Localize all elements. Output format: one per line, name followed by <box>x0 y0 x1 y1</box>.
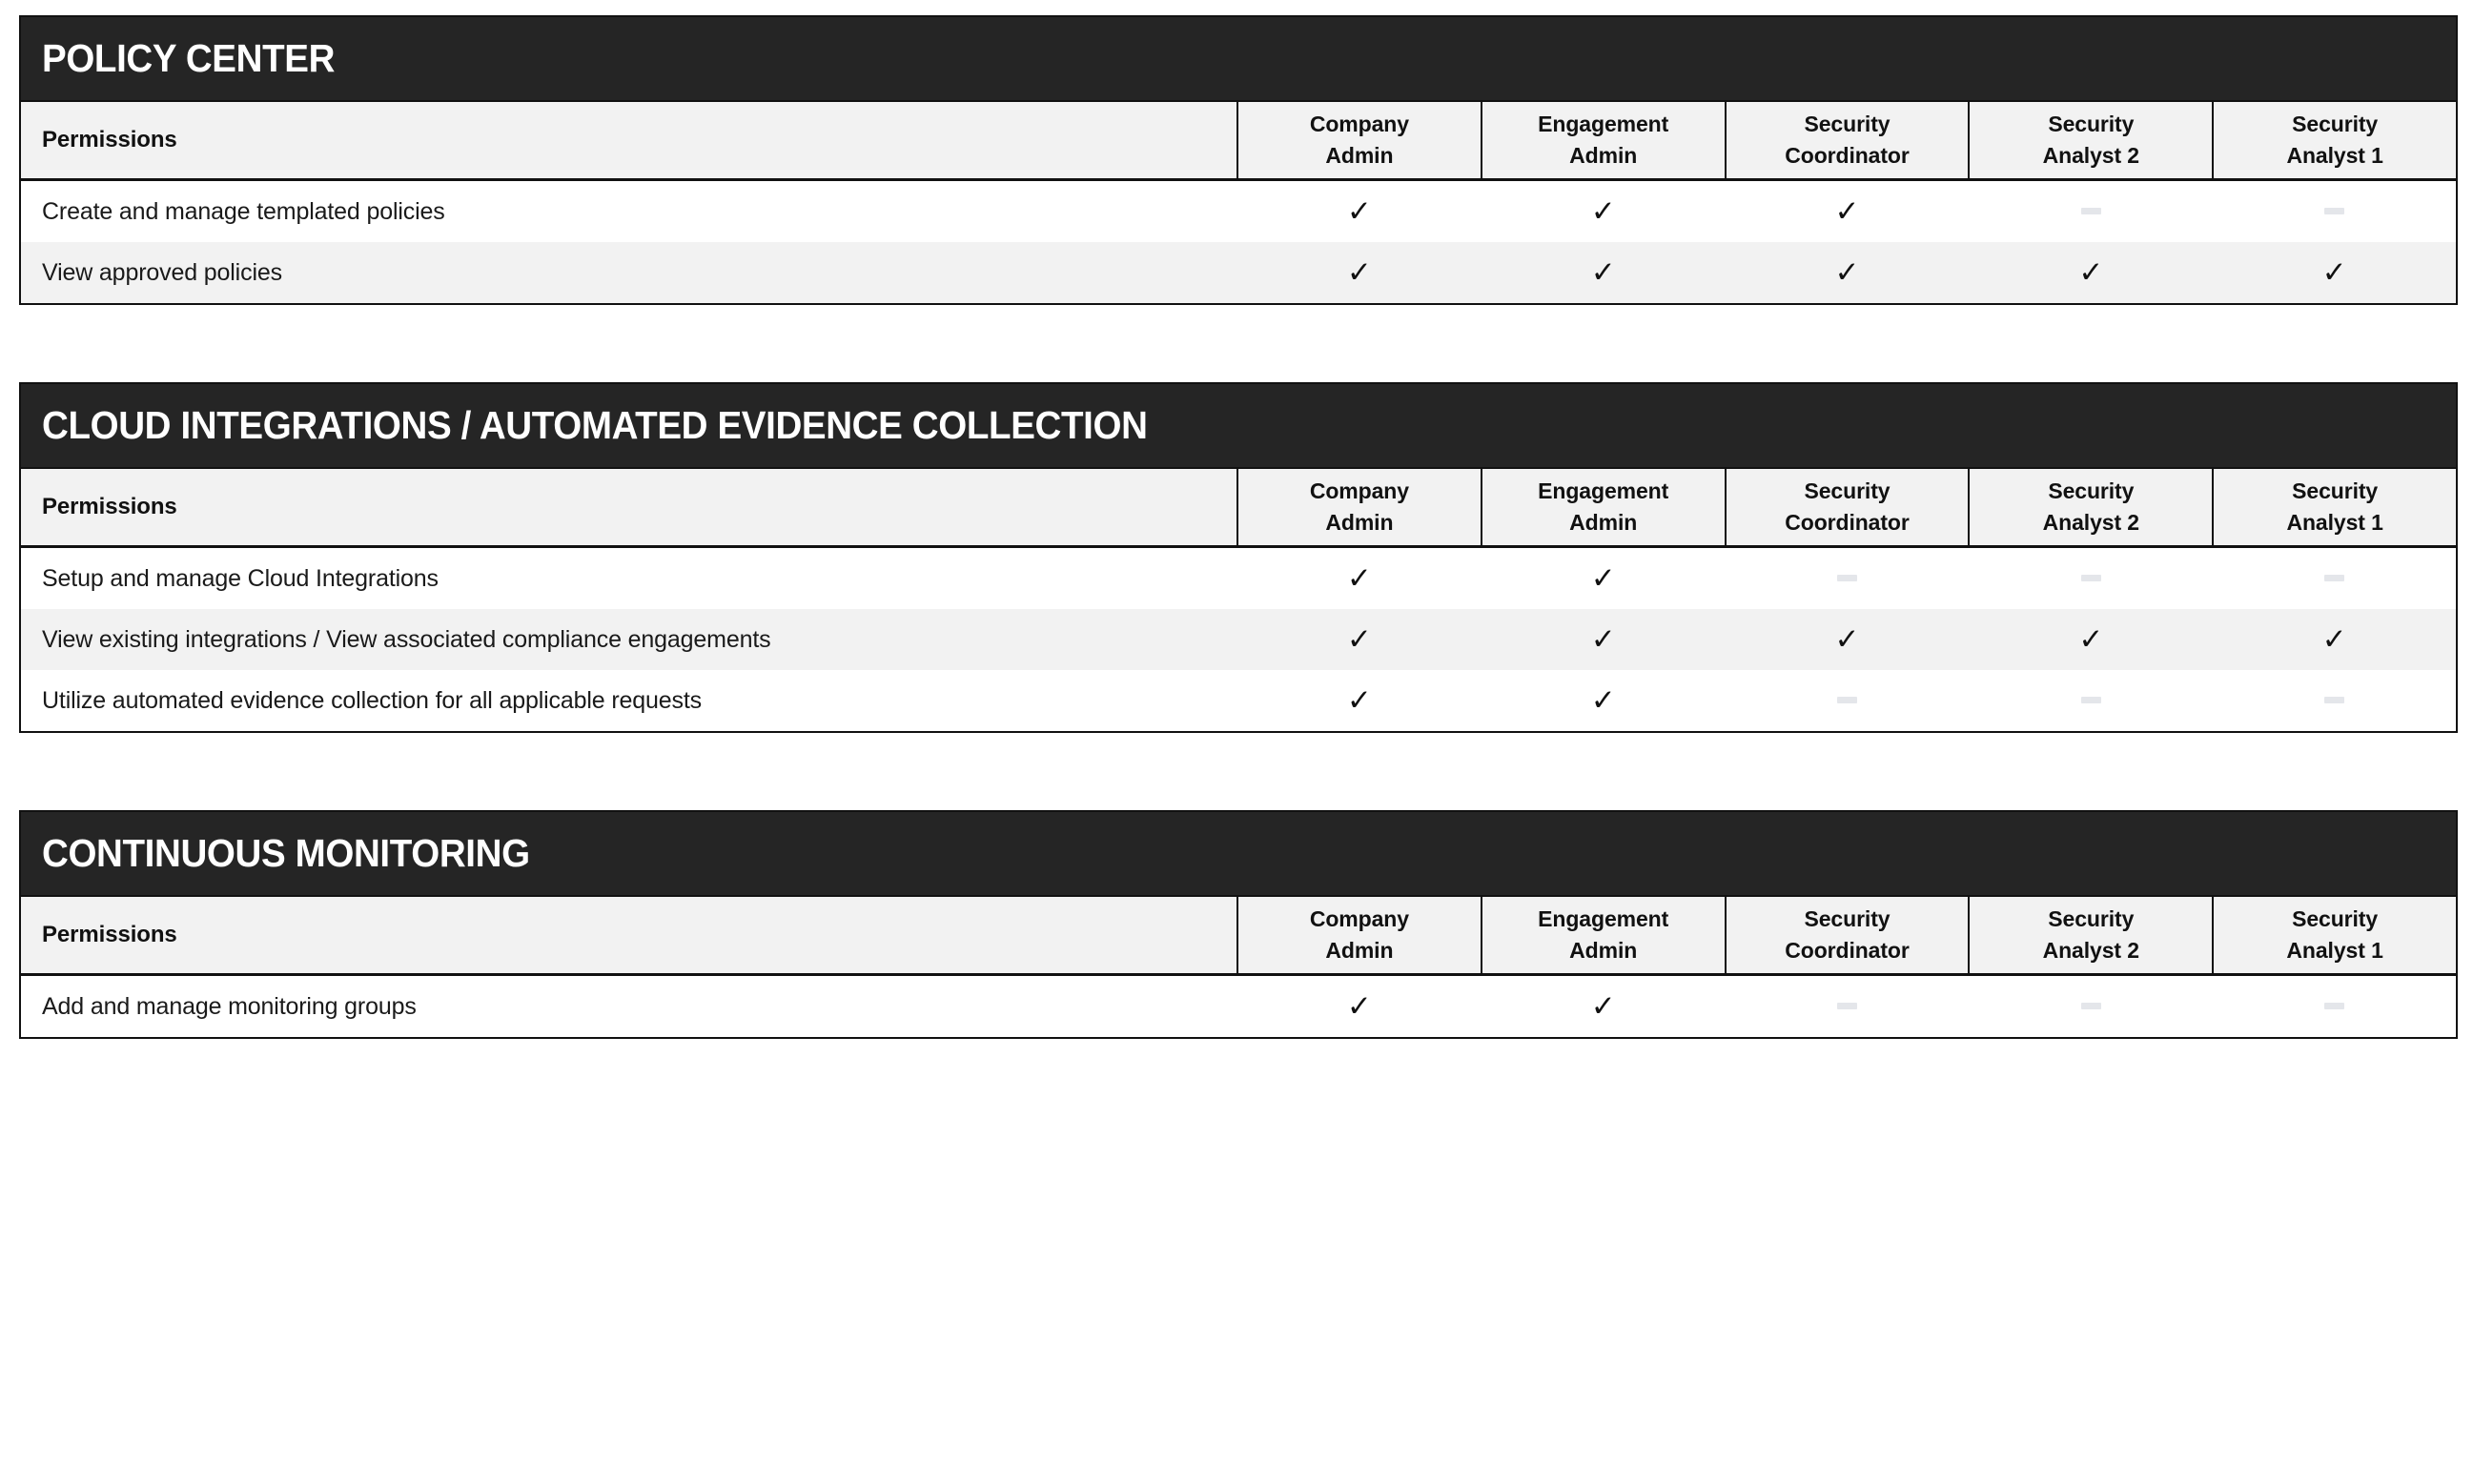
permission-denied-cell <box>1726 975 1970 1039</box>
permission-name-cell <box>20 242 1237 304</box>
column-header-permissions-label: Permissions <box>42 922 177 947</box>
permission-denied-cell <box>2213 180 2457 243</box>
column-header-role <box>1237 468 1482 547</box>
column-header-permissions <box>20 101 1237 180</box>
section-banner <box>20 811 2457 896</box>
role-label-line1: Company <box>1309 112 1409 137</box>
permission-granted-cell <box>1726 242 1970 304</box>
section-banner-notch <box>2213 811 2457 896</box>
permission-granted-cell <box>1237 547 1482 610</box>
table-row <box>20 242 2457 304</box>
role-label-line1: Engagement <box>1538 478 1669 504</box>
permission-denied-cell <box>1969 547 2213 610</box>
role-label-line2: Admin <box>1325 510 1394 535</box>
section-banner-main <box>20 811 2213 896</box>
column-header-role <box>2213 468 2457 547</box>
permission-granted-cell <box>2213 609 2457 670</box>
column-header-role <box>2213 896 2457 975</box>
role-label-line2: Analyst 2 <box>2042 938 2139 963</box>
permission-denied-cell <box>2213 670 2457 732</box>
permission-granted-cell <box>2213 242 2457 304</box>
permission-name-cell <box>20 975 1237 1039</box>
role-label-line2: Analyst 1 <box>2286 510 2383 535</box>
column-header-role <box>2213 101 2457 180</box>
dash-icon <box>2324 697 2344 703</box>
table-row <box>20 609 2457 670</box>
role-label-line1: Security <box>2048 478 2135 504</box>
column-header-permissions-label: Permissions <box>42 494 177 519</box>
permission-name-label: View existing integrations / View associated compliance engagements <box>42 625 771 653</box>
role-label-line1: Security <box>2048 112 2135 137</box>
role-label-line2: Analyst 1 <box>2286 938 2383 963</box>
dash-icon <box>2324 208 2344 214</box>
dash-icon <box>2081 208 2101 214</box>
section-title: CLOUD INTEGRATIONS / AUTOMATED EVIDENCE COLLECTION <box>42 403 1148 447</box>
permission-section-table <box>19 382 2458 733</box>
permission-granted-cell <box>1482 670 1726 732</box>
role-label-line2: Admin <box>1325 143 1394 168</box>
permission-section-table <box>19 15 2458 305</box>
check-icon: ✓ <box>1346 621 1372 657</box>
permission-granted-cell <box>1726 180 1970 243</box>
section-banner-main <box>20 383 2213 468</box>
permission-granted-cell <box>1969 242 2213 304</box>
dash-icon <box>1837 697 1857 703</box>
check-icon: ✓ <box>2078 254 2104 290</box>
permission-granted-cell <box>1969 609 2213 670</box>
permission-granted-cell <box>1237 609 1482 670</box>
column-header-role <box>1482 896 1726 975</box>
permission-denied-cell <box>1969 975 2213 1039</box>
column-header-row <box>20 896 2457 975</box>
permission-denied-cell <box>1969 670 2213 732</box>
role-label-line1: Engagement <box>1538 112 1669 137</box>
permission-granted-cell <box>1237 975 1482 1039</box>
dash-icon <box>1837 575 1857 581</box>
role-label-line1: Security <box>2048 906 2135 932</box>
role-label-line2: Coordinator <box>1785 143 1910 168</box>
section-banner <box>20 383 2457 468</box>
role-label-line1: Security <box>2292 112 2379 137</box>
column-header-role <box>1969 101 2213 180</box>
tables-container <box>19 15 2456 1039</box>
role-label-line2: Coordinator <box>1785 938 1910 963</box>
role-label-line1: Security <box>1804 478 1891 504</box>
role-label-line2: Analyst 2 <box>2042 143 2139 168</box>
permission-name-label: Create and manage templated policies <box>42 197 445 225</box>
role-label-line2: Admin <box>1569 510 1638 535</box>
check-icon: ✓ <box>1346 254 1372 290</box>
permission-name-cell <box>20 670 1237 732</box>
permission-section-table <box>19 810 2458 1039</box>
role-label-line1: Security <box>2292 906 2379 932</box>
permission-granted-cell <box>1237 670 1482 732</box>
table-row <box>20 975 2457 1039</box>
role-label-line2: Admin <box>1569 143 1638 168</box>
column-header-role <box>1237 896 1482 975</box>
permission-denied-cell <box>1726 670 1970 732</box>
check-icon: ✓ <box>1834 254 1860 290</box>
permission-granted-cell <box>1237 180 1482 243</box>
permission-granted-cell <box>1726 609 1970 670</box>
permission-name-cell <box>20 180 1237 243</box>
column-header-row <box>20 468 2457 547</box>
role-label-line2: Analyst 1 <box>2286 143 2383 168</box>
check-icon: ✓ <box>1590 560 1616 596</box>
check-icon: ✓ <box>1590 254 1616 290</box>
role-label-line2: Analyst 2 <box>2042 510 2139 535</box>
permission-granted-cell <box>1482 180 1726 243</box>
check-icon: ✓ <box>1346 193 1372 229</box>
table-row <box>20 670 2457 732</box>
permission-granted-cell <box>1482 547 1726 610</box>
section-banner <box>20 16 2457 101</box>
column-header-row <box>20 101 2457 180</box>
column-header-role <box>1237 101 1482 180</box>
column-header-permissions-label: Permissions <box>42 127 177 152</box>
column-header-permissions <box>20 468 1237 547</box>
column-header-role <box>1482 101 1726 180</box>
permission-name-label: View approved policies <box>42 258 282 286</box>
role-label-line1: Company <box>1309 906 1409 932</box>
permission-name-label: Utilize automated evidence collection for all applicable requests <box>42 686 703 714</box>
column-header-role <box>1726 468 1970 547</box>
section-title: POLICY CENTER <box>42 36 336 80</box>
check-icon: ✓ <box>2321 621 2347 657</box>
table-row <box>20 547 2457 610</box>
permission-denied-cell <box>1969 180 2213 243</box>
permission-name-label: Setup and manage Cloud Integrations <box>42 564 439 592</box>
check-icon: ✓ <box>1346 988 1372 1024</box>
column-header-role <box>1969 468 2213 547</box>
column-header-role <box>1726 896 1970 975</box>
role-label-line2: Coordinator <box>1785 510 1910 535</box>
check-icon: ✓ <box>1590 621 1616 657</box>
role-label-line2: Admin <box>1569 938 1638 963</box>
check-icon: ✓ <box>1346 560 1372 596</box>
dash-icon <box>2324 1003 2344 1009</box>
permission-name-label: Add and manage monitoring groups <box>42 992 417 1020</box>
section-banner-notch <box>2213 16 2457 101</box>
check-icon: ✓ <box>1590 682 1616 718</box>
check-icon: ✓ <box>1346 682 1372 718</box>
role-label-line1: Security <box>2292 478 2379 504</box>
section-title: CONTINUOUS MONITORING <box>42 831 530 875</box>
column-header-role <box>1482 468 1726 547</box>
permission-granted-cell <box>1482 609 1726 670</box>
permission-denied-cell <box>2213 547 2457 610</box>
section-banner-main <box>20 16 2213 101</box>
table-row <box>20 180 2457 243</box>
role-label-line2: Admin <box>1325 938 1394 963</box>
column-header-permissions <box>20 896 1237 975</box>
permission-name-cell <box>20 547 1237 610</box>
dash-icon <box>2081 575 2101 581</box>
check-icon: ✓ <box>1590 988 1616 1024</box>
dash-icon <box>1837 1003 1857 1009</box>
role-label-line1: Company <box>1309 478 1409 504</box>
check-icon: ✓ <box>1590 193 1616 229</box>
check-icon: ✓ <box>1834 621 1860 657</box>
check-icon: ✓ <box>2078 621 2104 657</box>
role-label-line1: Security <box>1804 906 1891 932</box>
dash-icon <box>2081 697 2101 703</box>
dash-icon <box>2081 1003 2101 1009</box>
section-banner-notch <box>2213 383 2457 468</box>
dash-icon <box>2324 575 2344 581</box>
role-label-line1: Security <box>1804 112 1891 137</box>
permission-granted-cell <box>1482 975 1726 1039</box>
column-header-role <box>1969 896 2213 975</box>
column-header-role <box>1726 101 1970 180</box>
check-icon: ✓ <box>1834 193 1860 229</box>
permission-granted-cell <box>1482 242 1726 304</box>
permission-granted-cell <box>1237 242 1482 304</box>
check-icon: ✓ <box>2321 254 2347 290</box>
permission-name-cell <box>20 609 1237 670</box>
permission-denied-cell <box>2213 975 2457 1039</box>
permission-denied-cell <box>1726 547 1970 610</box>
role-label-line1: Engagement <box>1538 906 1669 932</box>
